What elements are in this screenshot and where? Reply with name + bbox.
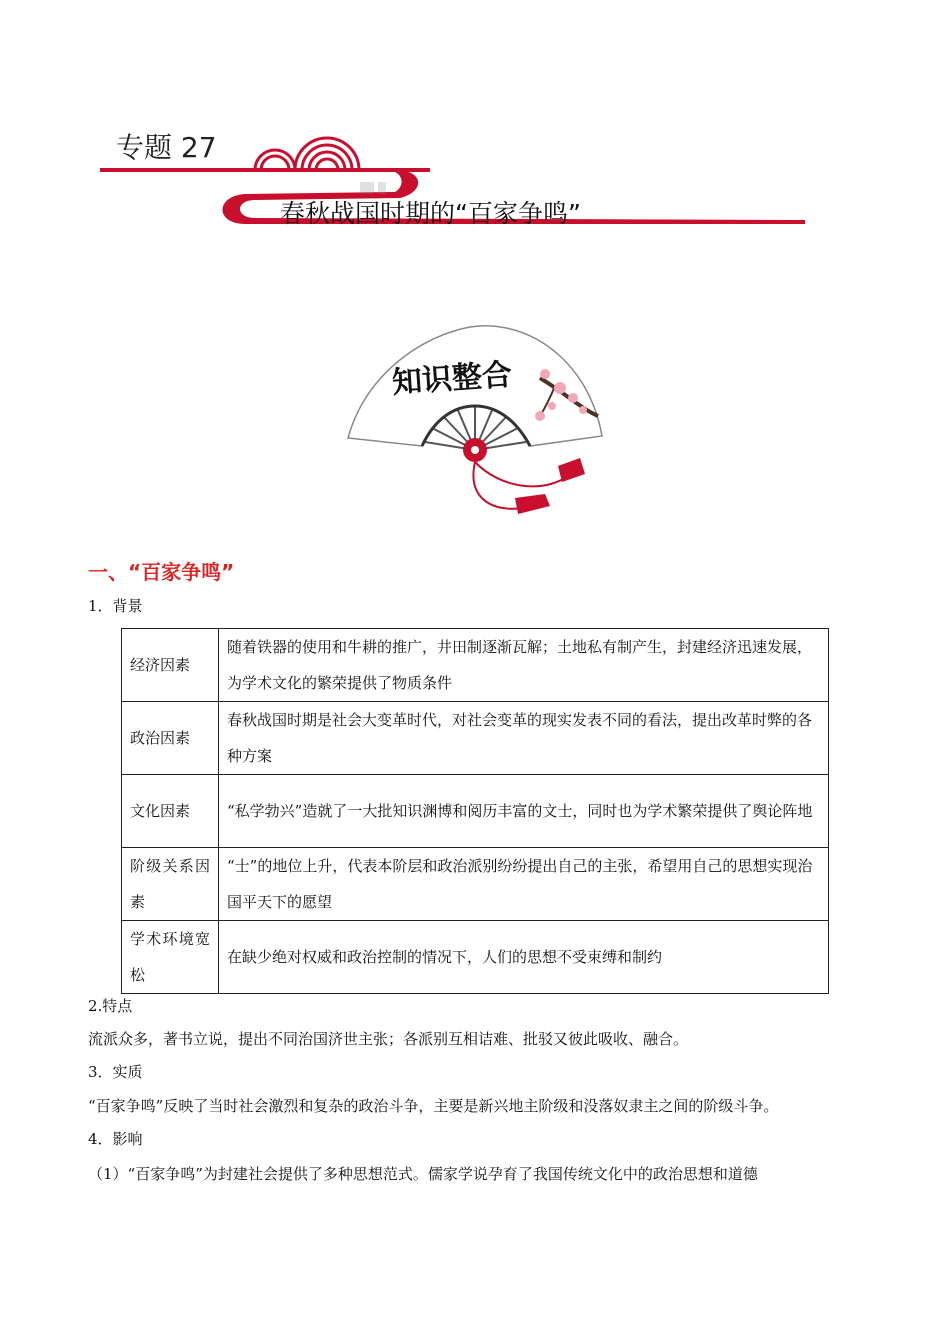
tassel-icon — [515, 494, 550, 514]
item-title-influence: 4．影响 — [88, 1130, 143, 1148]
item-title-essence: 3．实质 — [88, 1063, 143, 1081]
table-row — [122, 775, 829, 848]
concentric-arcs-icon — [255, 138, 359, 170]
fan-illustration — [340, 318, 610, 523]
table-row — [122, 629, 829, 702]
essence-text: “百家争鸣”反映了当时社会激烈和复杂的政治斗争，主要是新兴地主阶级和没落奴隶主之间的阶级斗争。 — [88, 1097, 779, 1115]
header-rule-top — [100, 168, 430, 172]
features-text: 流派众多，著书立说，提出不同治国济世主张；各派别互相诘难、批驳又彼此吸收、融合。 — [88, 1030, 689, 1048]
description-cell: 随着铁器的使用和牛耕的推广，井田制逐渐瓦解；土地私有制产生，封建经济迅速发展，为学术文化的繁荣提供了物质条件 — [219, 629, 829, 702]
description-cell: 春秋战国时期是社会大变革时代，对社会变革的现实发表不同的看法，提出改革时弊的各种方案 — [219, 702, 829, 775]
factor-cell: 文化因素 — [122, 775, 219, 848]
page-title: 春秋战国时期的“百家争鸣” — [280, 199, 581, 228]
influence-text: （1）“百家争鸣”为封建社会提供了多种思想范式。儒家学说孕育了我国传统文化中的政治思想和道德 — [88, 1165, 758, 1183]
section-heading: 一、“百家争鸣” — [88, 560, 235, 584]
topic-label: 专题 27 — [116, 131, 217, 164]
item-title-background: 1．背景 — [88, 597, 143, 615]
description-cell: “私学勃兴”造就了一大批知识渊博和阅历丰富的文士，同时也为学术繁荣提供了舆论阵地 — [219, 775, 829, 848]
table-row — [122, 848, 829, 921]
tassel-icon — [558, 458, 585, 482]
background-table — [121, 628, 829, 994]
factor-cell: 政治因素 — [122, 702, 219, 775]
factor-cell: 学术环境宽松 — [122, 921, 219, 994]
description-cell: 在缺少绝对权威和政治控制的情况下，人们的思想不受束缚和制约 — [219, 921, 829, 994]
factor-cell: 经济因素 — [122, 629, 219, 702]
item-title-features: 2.特点 — [88, 997, 133, 1015]
table-row — [122, 702, 829, 775]
factor-cell: 阶级关系因素 — [122, 848, 219, 921]
description-cell: “士”的地位上升，代表本阶层和政治派别纷纷提出自己的主张，希望用自己的思想实现治国平天下的愿望 — [219, 848, 829, 921]
table-row — [122, 921, 829, 994]
fan-title: 知识整合 — [390, 357, 514, 401]
seal-icon — [360, 182, 386, 194]
